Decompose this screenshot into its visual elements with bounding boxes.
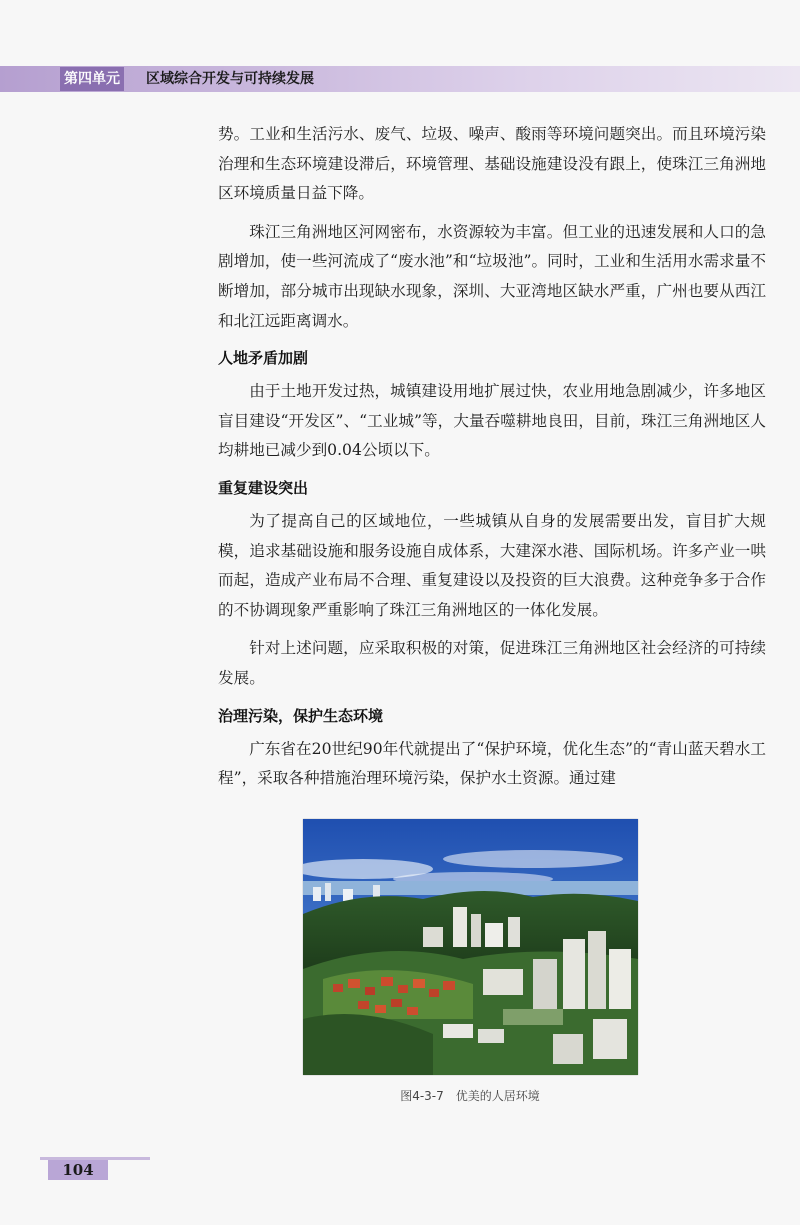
paragraph-6: 广东省在20世纪90年代就提出了“保护环境，优化生态”的“青山蓝天碧水工程”，采取各种措施治理环境污染，保护水土资源。通过建: [218, 739, 766, 788]
figure-caption: 图4-3-7 优美的人居环境: [400, 1089, 540, 1103]
page-number: 104: [48, 1160, 108, 1180]
paragraph-2: 珠江三角洲地区河网密布，水资源较为丰富。但工业的迅速发展和人口的急剧增加，使一些河流成了“废水池”和“垃圾池”。同时，工业和生活用水需求量不断增加，部分城市出现缺水现象，深圳、大亚湾地区缺水严重，广州也要从西江和北江远距离调水。: [218, 222, 766, 330]
unit-label: 第四单元: [60, 67, 124, 91]
section-heading-land-conflict: 人地矛盾加剧: [218, 349, 309, 368]
paragraph-4: 为了提高自己的区域地位，一些城镇从自身的发展需要出发，盲目扩大规模，追求基础设施和服务设施自成体系，大建深水港、国际机场。许多产业一哄而起，造成产业布局不合理、重复建设以及投资的巨大浪费。这种竞争多于合作的不协调现象严重影响了珠江三角洲地区的一体化发展。: [218, 511, 766, 619]
section-heading-pollution-control: 治理污染，保护生态环境: [218, 706, 384, 725]
paragraph-1: 势。工业和生活污水、废气、垃圾、噪声、酸雨等环境问题突出。而且环境污染治理和生态环境建设滞后，环境管理、基础设施建设没有跟上，使珠江三角洲地区环境质量日益下降。: [218, 125, 766, 203]
city-landscape-photo: [303, 819, 638, 1075]
main-text: [218, 120, 766, 803]
paragraph-5: 针对上述问题，应采取积极的对策，促进珠江三角洲地区社会经济的可持续发展。: [218, 639, 766, 687]
unit-title: 区域综合开发与可持续发展: [146, 71, 314, 87]
paragraph-3: 由于土地开发过热，城镇建设用地扩展过快，农业用地急剧减少，许多地区盲目建设“开发区”、“工业城”等，大量吞噬耕地良田，目前，珠江三角洲地区人均耕地已减少到0.04公顷以下。: [218, 382, 766, 460]
section-heading-duplicate-construction: 重复建设突出: [218, 478, 309, 497]
